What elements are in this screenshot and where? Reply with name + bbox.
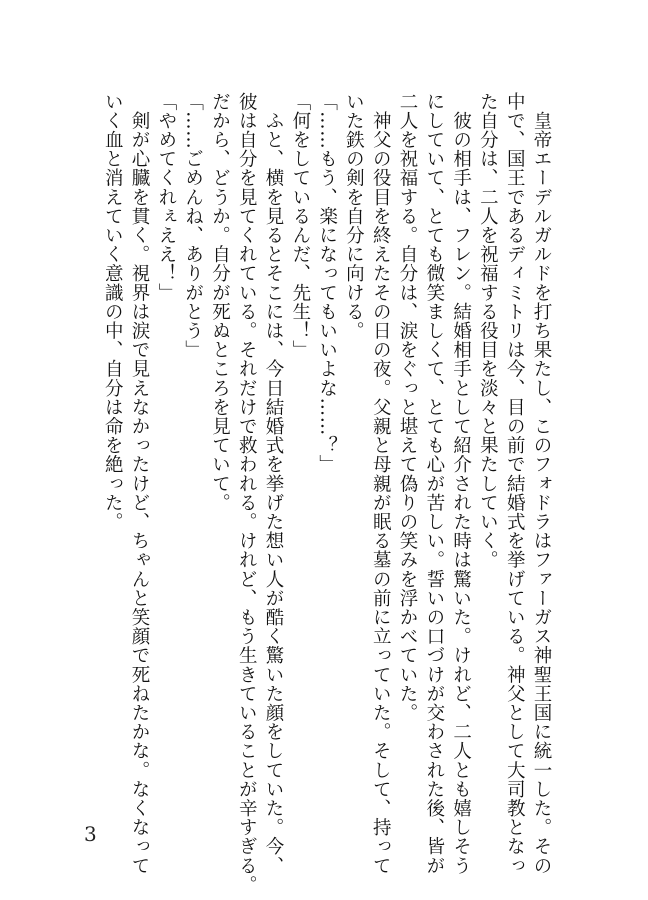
text-line: 彼は自分を見てくれている。それだけで救われる。けれど、もう生きていることが辛すぎる。 (236, 92, 258, 895)
text-line: 二人を祝福する。自分は、涙をぐっと堪えて偽りの笑みを浮かべていた。 (397, 92, 419, 723)
text-line: 彼の相手は、フレン。結婚相手として紹介された時は驚いた。けれど、二人とも嬉しそう (450, 92, 472, 876)
text-line: にしていて、とても微笑ましくて、とても心が苦しい。誓いの口づけが交わされた後、皆が (423, 92, 445, 876)
text-line: 神父の役目を終えたその日の夜。父親と母親が眠る墓の前に立っていた。そして、持って (370, 92, 392, 876)
text-line: だから、どうか。自分が死ぬところを見ていて。 (209, 92, 231, 513)
text-line: た自分は、二人を祝福する役目を淡々と果たしていく。 (477, 92, 499, 570)
text-line: 「……もう、楽になってもいいよな……？」 (316, 92, 338, 474)
text-line: いく血と消えていく意識の中、自分は命を絶った。 (102, 92, 124, 532)
text-line: いた鉄の剣を自分に向ける。 (343, 92, 365, 341)
page-number: 3 (84, 822, 97, 846)
text-line: 剣が心臓を貫く。視界は涙で見えなかったけど、ちゃんと笑顔で死ねたかな。なくなって (129, 92, 151, 876)
text-line: 皇帝エーデルガルドを打ち果たし、このフォドラはファーガス神聖王国に統一した。その (531, 92, 552, 876)
text-line: ふと、横を見るとそこには、今日結婚式を挙げた想い人が酷く驚いた顔をしていた。今、 (263, 92, 285, 876)
text-line: 中で、国王であるディミトリは今、目の前で結婚式を挙げている。神父として大司教となっ (504, 92, 526, 876)
text-line: 「……ごめんね、ありがとう」 (182, 92, 204, 360)
text-line: 「やめてくれぇええ！」 (155, 92, 177, 303)
text-line: 「何をしているんだ、先生！」 (289, 92, 311, 360)
vertical-text-block (84, 92, 554, 895)
